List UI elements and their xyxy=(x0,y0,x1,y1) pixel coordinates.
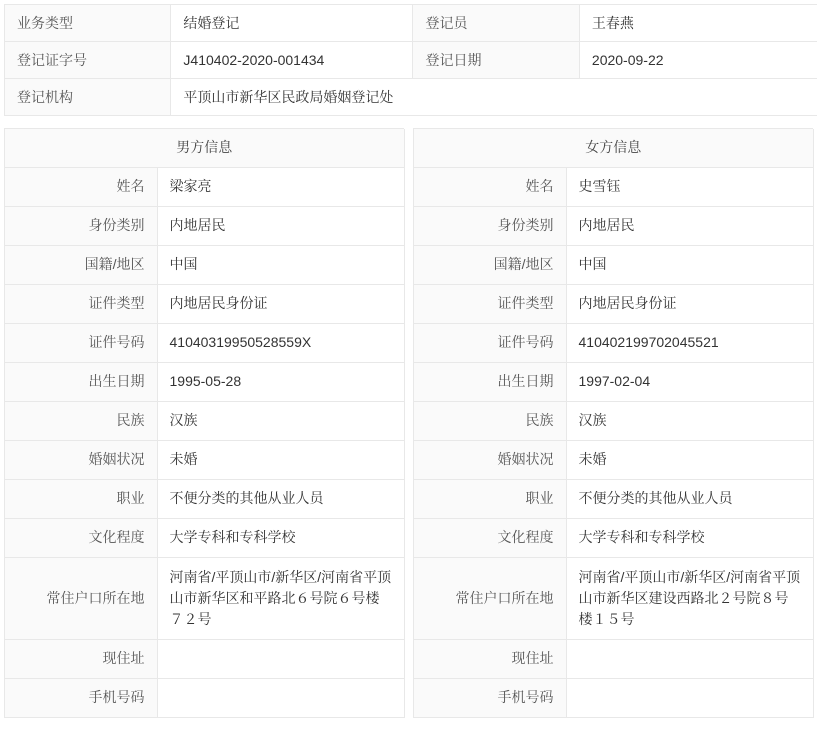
male-occupation-value: 不便分类的其他从业人员 xyxy=(157,479,404,518)
female-name-value: 史雪钰 xyxy=(566,167,813,206)
male-identity-category-value: 内地居民 xyxy=(157,206,404,245)
female-id-number-value: 410402199702045521 xyxy=(566,323,813,362)
female-nationality-label: 国籍/地区 xyxy=(414,245,566,284)
certificate-number-value: J410402-2020-001434 xyxy=(171,42,413,79)
male-marital-status-value: 未婚 xyxy=(157,440,404,479)
table-row xyxy=(5,167,404,206)
female-household-address-label: 常住户口所在地 xyxy=(414,557,566,639)
registrar-label: 登记员 xyxy=(413,5,579,42)
female-birthdate-value: 1997-02-04 xyxy=(566,362,813,401)
table-row xyxy=(5,362,404,401)
male-name-label: 姓名 xyxy=(5,167,157,206)
male-education-value: 大学专科和专科学校 xyxy=(157,518,404,557)
table-row xyxy=(5,284,404,323)
registrar-value: 王春燕 xyxy=(579,5,817,42)
male-id-number-value: 41040319950528559X xyxy=(157,323,404,362)
table-row xyxy=(5,5,817,42)
table-row xyxy=(5,440,404,479)
business-type-value: 结婚登记 xyxy=(171,5,413,42)
female-id-type-value: 内地居民身份证 xyxy=(566,284,813,323)
male-phone-label: 手机号码 xyxy=(5,678,157,717)
registration-date-label: 登记日期 xyxy=(413,42,579,79)
table-row xyxy=(5,678,404,717)
marriage-registration-detail-page xyxy=(0,4,817,718)
female-phone-label: 手机号码 xyxy=(414,678,566,717)
certificate-number-label: 登记证字号 xyxy=(5,42,171,79)
table-row xyxy=(414,518,813,557)
female-marital-status-value: 未婚 xyxy=(566,440,813,479)
party-info-panels xyxy=(4,128,813,718)
registration-summary-table xyxy=(4,4,817,116)
table-row xyxy=(5,479,404,518)
female-identity-category-value: 内地居民 xyxy=(566,206,813,245)
table-row xyxy=(5,401,404,440)
table-row xyxy=(414,323,813,362)
male-phone-value xyxy=(157,678,404,717)
male-birthdate-label: 出生日期 xyxy=(5,362,157,401)
panel-header-row xyxy=(414,129,813,167)
female-panel-title: 女方信息 xyxy=(414,129,813,167)
male-nationality-label: 国籍/地区 xyxy=(5,245,157,284)
table-row xyxy=(414,401,813,440)
male-info-panel xyxy=(4,128,404,718)
male-current-address-value xyxy=(157,639,404,678)
male-occupation-label: 职业 xyxy=(5,479,157,518)
female-info-panel xyxy=(413,128,813,718)
registration-office-value: 平顶山市新华区民政局婚姻登记处 xyxy=(171,79,817,116)
table-row xyxy=(5,42,817,79)
female-marital-status-label: 婚姻状况 xyxy=(414,440,566,479)
male-id-type-label: 证件类型 xyxy=(5,284,157,323)
male-ethnicity-label: 民族 xyxy=(5,401,157,440)
female-occupation-label: 职业 xyxy=(414,479,566,518)
table-row xyxy=(414,167,813,206)
female-id-number-label: 证件号码 xyxy=(414,323,566,362)
male-education-label: 文化程度 xyxy=(5,518,157,557)
table-row xyxy=(5,557,404,639)
male-ethnicity-value: 汉族 xyxy=(157,401,404,440)
female-education-label: 文化程度 xyxy=(414,518,566,557)
registration-date-value: 2020-09-22 xyxy=(579,42,817,79)
table-row xyxy=(5,639,404,678)
male-household-address-label: 常住户口所在地 xyxy=(5,557,157,639)
female-current-address-value xyxy=(566,639,813,678)
female-occupation-value: 不便分类的其他从业人员 xyxy=(566,479,813,518)
male-household-address-value: 河南省/平顶山市/新华区/河南省平顶山市新华区和平路北６号院６号楼７２号 xyxy=(157,557,404,639)
female-nationality-value: 中国 xyxy=(566,245,813,284)
table-row xyxy=(414,362,813,401)
table-row xyxy=(414,245,813,284)
female-ethnicity-value: 汉族 xyxy=(566,401,813,440)
business-type-label: 业务类型 xyxy=(5,5,171,42)
table-row xyxy=(5,323,404,362)
female-current-address-label: 现住址 xyxy=(414,639,566,678)
table-row xyxy=(414,557,813,639)
male-panel-title: 男方信息 xyxy=(5,129,404,167)
female-birthdate-label: 出生日期 xyxy=(414,362,566,401)
panel-header-row xyxy=(5,129,404,167)
table-row xyxy=(5,245,404,284)
male-id-number-label: 证件号码 xyxy=(5,323,157,362)
female-ethnicity-label: 民族 xyxy=(414,401,566,440)
male-name-value: 梁家亮 xyxy=(157,167,404,206)
male-identity-category-label: 身份类别 xyxy=(5,206,157,245)
table-row xyxy=(414,284,813,323)
female-household-address-value: 河南省/平顶山市/新华区/河南省平顶山市新华区建设西路北２号院８号楼１５号 xyxy=(566,557,813,639)
registration-office-label: 登记机构 xyxy=(5,79,171,116)
female-id-type-label: 证件类型 xyxy=(414,284,566,323)
female-phone-value xyxy=(566,678,813,717)
table-row xyxy=(5,79,817,116)
male-id-type-value: 内地居民身份证 xyxy=(157,284,404,323)
male-nationality-value: 中国 xyxy=(157,245,404,284)
male-current-address-label: 现住址 xyxy=(5,639,157,678)
table-row xyxy=(414,639,813,678)
male-marital-status-label: 婚姻状况 xyxy=(5,440,157,479)
table-row xyxy=(5,518,404,557)
table-row xyxy=(414,479,813,518)
female-identity-category-label: 身份类别 xyxy=(414,206,566,245)
female-name-label: 姓名 xyxy=(414,167,566,206)
table-row xyxy=(414,440,813,479)
table-row xyxy=(5,206,404,245)
table-row xyxy=(414,206,813,245)
male-birthdate-value: 1995-05-28 xyxy=(157,362,404,401)
female-education-value: 大学专科和专科学校 xyxy=(566,518,813,557)
table-row xyxy=(414,678,813,717)
